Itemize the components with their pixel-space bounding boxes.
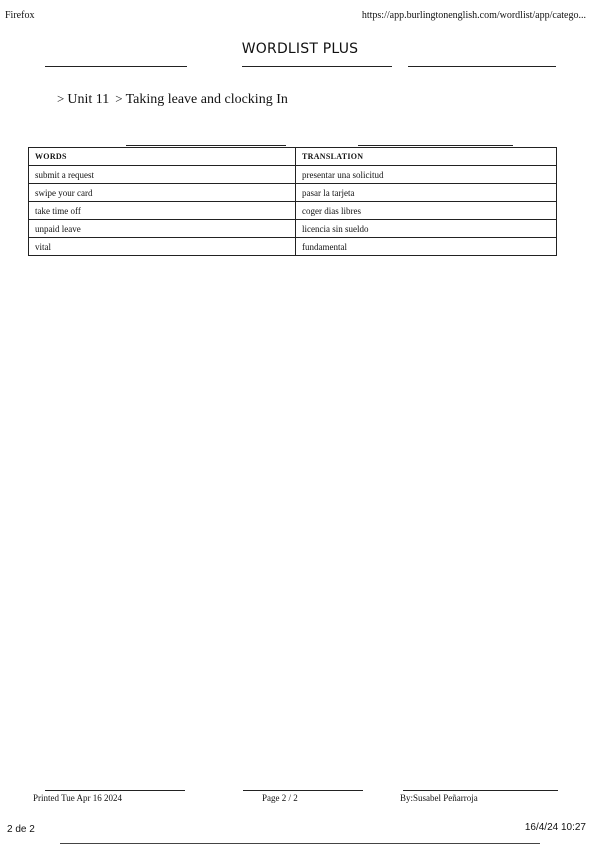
word-cell: take time off xyxy=(29,202,296,220)
page-number: Page 2 / 2 xyxy=(262,793,298,803)
table-row xyxy=(29,220,557,238)
breadcrumb-unit[interactable] xyxy=(57,91,109,108)
chevron-right-icon: > xyxy=(115,91,123,106)
divider xyxy=(242,66,392,67)
word-cell: vital xyxy=(29,238,296,256)
breadcrumb-label: Taking leave and clocking In xyxy=(125,92,288,107)
divider xyxy=(408,66,556,67)
divider xyxy=(358,145,513,146)
word-cell: swipe your card xyxy=(29,184,296,202)
translation-cell: fundamental xyxy=(296,238,557,256)
table-row xyxy=(29,238,557,256)
table-row xyxy=(29,184,557,202)
page-url: https://app.burlingtonenglish.com/wordlist/app/catego... xyxy=(361,10,586,21)
scan-page-label: 2 de 2 xyxy=(7,824,35,835)
printed-date: Printed Tue Apr 16 2024 xyxy=(33,793,123,803)
breadcrumb-label: Unit 11 xyxy=(67,92,110,107)
divider xyxy=(403,790,558,791)
table-row xyxy=(29,166,557,184)
breadcrumb xyxy=(57,91,288,108)
divider xyxy=(45,790,185,791)
divider xyxy=(45,66,187,67)
table-header-row xyxy=(29,148,557,166)
word-cell: unpaid leave xyxy=(29,220,296,238)
chevron-right-icon: > xyxy=(57,91,65,106)
scan-timestamp: 16/4/24 10:27 xyxy=(524,822,586,833)
breadcrumb-lesson[interactable] xyxy=(115,91,288,108)
translation-cell: presentar una solicitud xyxy=(296,166,557,184)
page-title: WORDLIST PLUS xyxy=(241,41,359,57)
browser-name: Firefox xyxy=(5,10,35,21)
word-cell: submit a request xyxy=(29,166,296,184)
table-row xyxy=(29,202,557,220)
header-words: WORDS xyxy=(29,148,296,166)
divider xyxy=(60,843,540,844)
header-translation: TRANSLATION xyxy=(296,148,557,166)
translation-cell: coger dias libres xyxy=(296,202,557,220)
divider xyxy=(243,790,363,791)
printed-by: By:Susabel Peñarroja xyxy=(400,793,478,803)
translation-cell: pasar la tarjeta xyxy=(296,184,557,202)
divider xyxy=(126,145,286,146)
wordlist-table xyxy=(28,147,557,256)
translation-cell: licencia sin sueldo xyxy=(296,220,557,238)
